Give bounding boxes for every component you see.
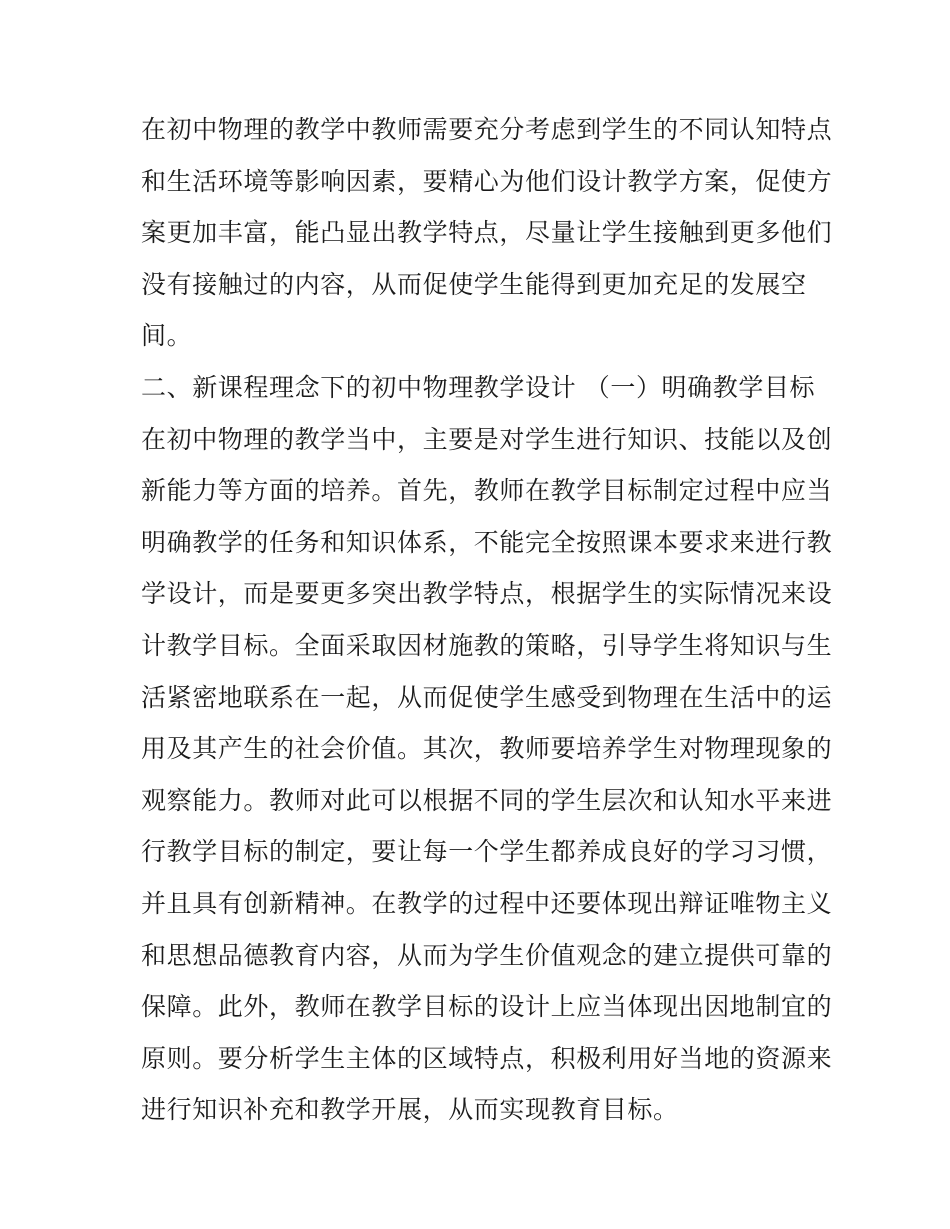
text-line: 观察能力。教师对此可以根据不同的学生层次和认知水平来进 <box>141 785 833 815</box>
text-line: 原则。要分析学生主体的区域特点，积极利用好当地的资源来 <box>141 1043 833 1073</box>
text-line: 用及其产生的社会价值。其次，教师要培养学生对物理现象的 <box>141 734 833 764</box>
text-line: 计教学目标。全面采取因材施教的策略，引导学生将知识与生 <box>141 630 833 660</box>
body-text <box>141 104 833 1136</box>
text-line: 和生活环境等影响因素，要精心为他们设计教学方案，促使方 <box>141 166 833 196</box>
text-line: 进行知识补充和教学开展，从而实现教育目标。 <box>141 1095 679 1125</box>
text-line: 活紧密地联系在一起，从而促使学生感受到物理在生活中的运 <box>141 682 833 712</box>
text-line: 间。 <box>141 321 193 351</box>
text-line: 保障。此外，教师在教学目标的设计上应当体现出因地制宜的 <box>141 992 833 1022</box>
section-heading: 二、新课程理念下的初中物理教学设计 （一）明确教学目标 <box>141 372 816 402</box>
text-line: 并且具有创新精神。在教学的过程中还要体现出辩证唯物主义 <box>141 888 833 918</box>
text-line: 新能力等方面的培养。首先，教师在教学目标制定过程中应当 <box>141 476 833 506</box>
text-line: 在初中物理的教学当中，主要是对学生进行知识、技能以及创 <box>141 424 833 454</box>
text-line: 没有接触过的内容，从而促使学生能得到更加充足的发展空 <box>141 269 807 299</box>
text-line: 行教学目标的制定，要让每一个学生都养成良好的学习习惯， <box>141 837 833 867</box>
text-line: 案更加丰富，能凸显出教学特点，尽量让学生接触到更多他们 <box>141 218 833 248</box>
text-line: 明确教学的任务和知识体系，不能完全按照课本要求来进行教 <box>141 527 833 557</box>
text-line: 学设计，而是要更多突出教学特点，根据学生的实际情况来设 <box>141 579 833 609</box>
text-line: 在初中物理的教学中教师需要充分考虑到学生的不同认知特点 <box>141 115 833 144</box>
text-line: 和思想品德教育内容，从而为学生价值观念的建立提供可靠的 <box>141 940 833 970</box>
